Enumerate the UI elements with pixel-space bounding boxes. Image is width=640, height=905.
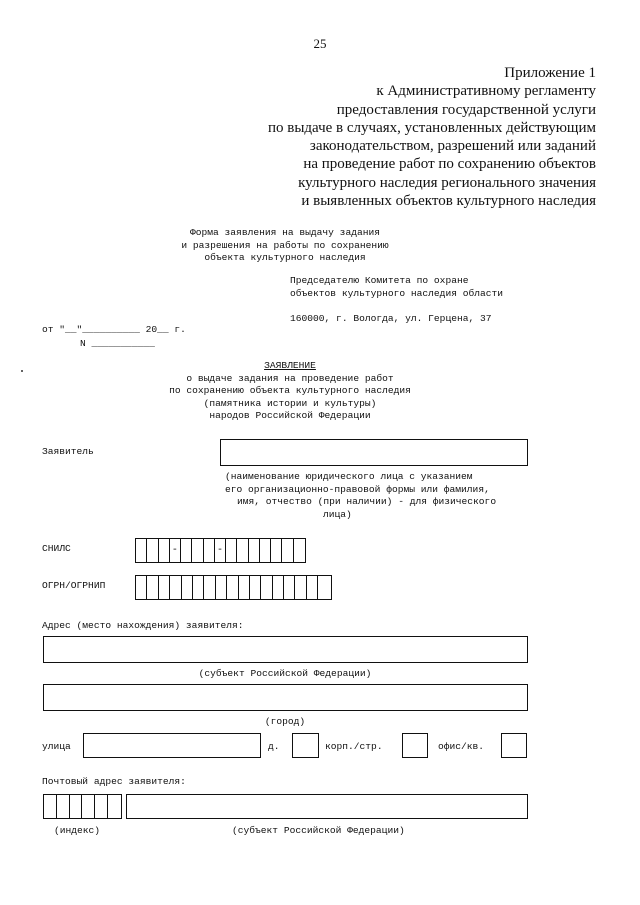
applicant-hint <box>225 471 535 521</box>
ogrn-cell[interactable] <box>159 576 170 599</box>
postal-index-cell[interactable] <box>95 795 108 818</box>
appendix-header <box>268 64 596 210</box>
postal-index-cell[interactable] <box>108 795 121 818</box>
snils-cell[interactable] <box>226 539 237 562</box>
ogrn-cell[interactable] <box>216 576 227 599</box>
appendix-line: законодательством, разрешений или заданий <box>309 138 596 155</box>
house-label: д. <box>268 741 280 752</box>
postal-index-cell[interactable] <box>57 795 70 818</box>
office-label: офис/кв. <box>438 741 485 752</box>
snils-label: СНИЛС <box>42 543 71 554</box>
applicant-hint-line: имя, отчество (при наличии) - для физического <box>237 496 497 507</box>
address-city-input[interactable] <box>43 684 528 711</box>
applicant-hint-line: его организационно-правовой формы или фамилия, <box>225 483 490 495</box>
ogrn-cell[interactable] <box>204 576 215 599</box>
postal-index-cell[interactable] <box>70 795 83 818</box>
postal-index-cell[interactable] <box>44 795 57 818</box>
postal-label: Почтовый адрес заявителя: <box>42 776 186 787</box>
snils-cell[interactable] <box>159 539 170 562</box>
address-subject-caption: (субъект Российской Федерации) <box>198 668 372 679</box>
form-title-line: Форма заявления на выдачу задания <box>190 227 380 238</box>
ogrn-cell[interactable] <box>307 576 318 599</box>
applicant-label: Заявитель <box>42 446 94 457</box>
postal-index-cell[interactable] <box>82 795 95 818</box>
addressee-address: 160000, г. Вологда, ул. Герцена, 37 <box>290 313 492 324</box>
building-label: корп./стр. <box>325 741 383 752</box>
applicant-hint-line: (наименование юридического лица с указанием <box>225 471 473 482</box>
address-subject-input[interactable] <box>43 636 528 663</box>
addressee-line-1: Председателю Комитета по охране <box>290 275 469 286</box>
ogrn-cell[interactable] <box>227 576 238 599</box>
appendix-line: на проведение работ по сохранению объектов <box>303 156 596 173</box>
snils-cell[interactable] <box>271 539 282 562</box>
appendix-line: Приложение 1 <box>504 65 596 81</box>
ogrn-cell[interactable] <box>239 576 250 599</box>
statement-title: ЗАЯВЛЕНИЕ <box>264 360 316 371</box>
form-title-line: и разрешения на работы по сохранению <box>181 239 389 251</box>
snils-cell[interactable] <box>192 539 203 562</box>
postal-subject-input[interactable] <box>126 794 528 819</box>
snils-cell[interactable] <box>237 539 248 562</box>
form-title-line: объекта культурного наследия <box>204 252 366 263</box>
address-city-caption: (город) <box>264 716 306 727</box>
ogrn-cell[interactable] <box>318 576 329 599</box>
office-input[interactable] <box>501 733 527 758</box>
ogrn-cells[interactable] <box>135 575 332 600</box>
appendix-line: по выдаче в случаях, установленных действующим <box>267 119 596 136</box>
snils-cell[interactable] <box>282 539 293 562</box>
street-input[interactable] <box>83 733 261 758</box>
ogrn-cell[interactable] <box>284 576 295 599</box>
ogrn-cell[interactable] <box>295 576 306 599</box>
address-label: Адрес (место нахождения) заявителя: <box>42 620 244 631</box>
ogrn-cell[interactable] <box>182 576 193 599</box>
statement-line: по сохранению объекта культурного наследия <box>169 385 411 396</box>
form-title <box>150 227 420 265</box>
ogrn-cell[interactable] <box>250 576 261 599</box>
appendix-line: и выявленных объектов культурного наследия <box>301 193 596 210</box>
statement-line: (памятника истории и культуры) <box>203 397 377 409</box>
postal-index-cells[interactable] <box>43 794 122 819</box>
snils-cell[interactable] <box>204 539 215 562</box>
appendix-line: к Административному регламенту <box>376 83 596 100</box>
applicant-input[interactable] <box>220 439 528 466</box>
statement-line: о выдаче задания на проведение работ <box>186 372 394 384</box>
postal-subject-caption: (субъект Российской Федерации) <box>232 825 405 836</box>
margin-mark <box>21 370 23 372</box>
snils-cell[interactable] <box>294 539 305 562</box>
house-input[interactable] <box>292 733 319 758</box>
snils-cells[interactable] <box>135 538 306 563</box>
ogrn-cell[interactable] <box>193 576 204 599</box>
snils-cell[interactable] <box>181 539 192 562</box>
ogrn-label: ОГРН/ОГРНИП <box>42 580 106 591</box>
snils-cell[interactable] <box>249 539 260 562</box>
building-input[interactable] <box>402 733 428 758</box>
appendix-line: предоставления государственной услуги <box>336 101 596 118</box>
page-number: 25 <box>313 36 327 51</box>
registration-number-field[interactable]: N ___________ <box>80 338 155 349</box>
addressee-line-2: объектов культурного наследия области <box>290 288 504 299</box>
snils-separator: - <box>215 539 226 562</box>
appendix-line: культурного наследия регионального значения <box>298 174 596 191</box>
postal-index-caption: (индекс) <box>54 825 101 836</box>
ogrn-cell[interactable] <box>136 576 147 599</box>
date-from-field[interactable]: от "__"__________ 20__ г. <box>42 324 186 335</box>
street-label: улица <box>42 741 71 752</box>
ogrn-cell[interactable] <box>147 576 158 599</box>
snils-cell[interactable] <box>147 539 158 562</box>
ogrn-cell[interactable] <box>261 576 272 599</box>
snils-separator: - <box>170 539 181 562</box>
snils-cell[interactable] <box>136 539 147 562</box>
ogrn-cell[interactable] <box>273 576 284 599</box>
statement-heading <box>130 360 450 423</box>
snils-cell[interactable] <box>260 539 271 562</box>
statement-line: народов Российской Федерации <box>209 410 371 421</box>
ogrn-cell[interactable] <box>170 576 181 599</box>
applicant-hint-line: лица) <box>323 508 352 520</box>
